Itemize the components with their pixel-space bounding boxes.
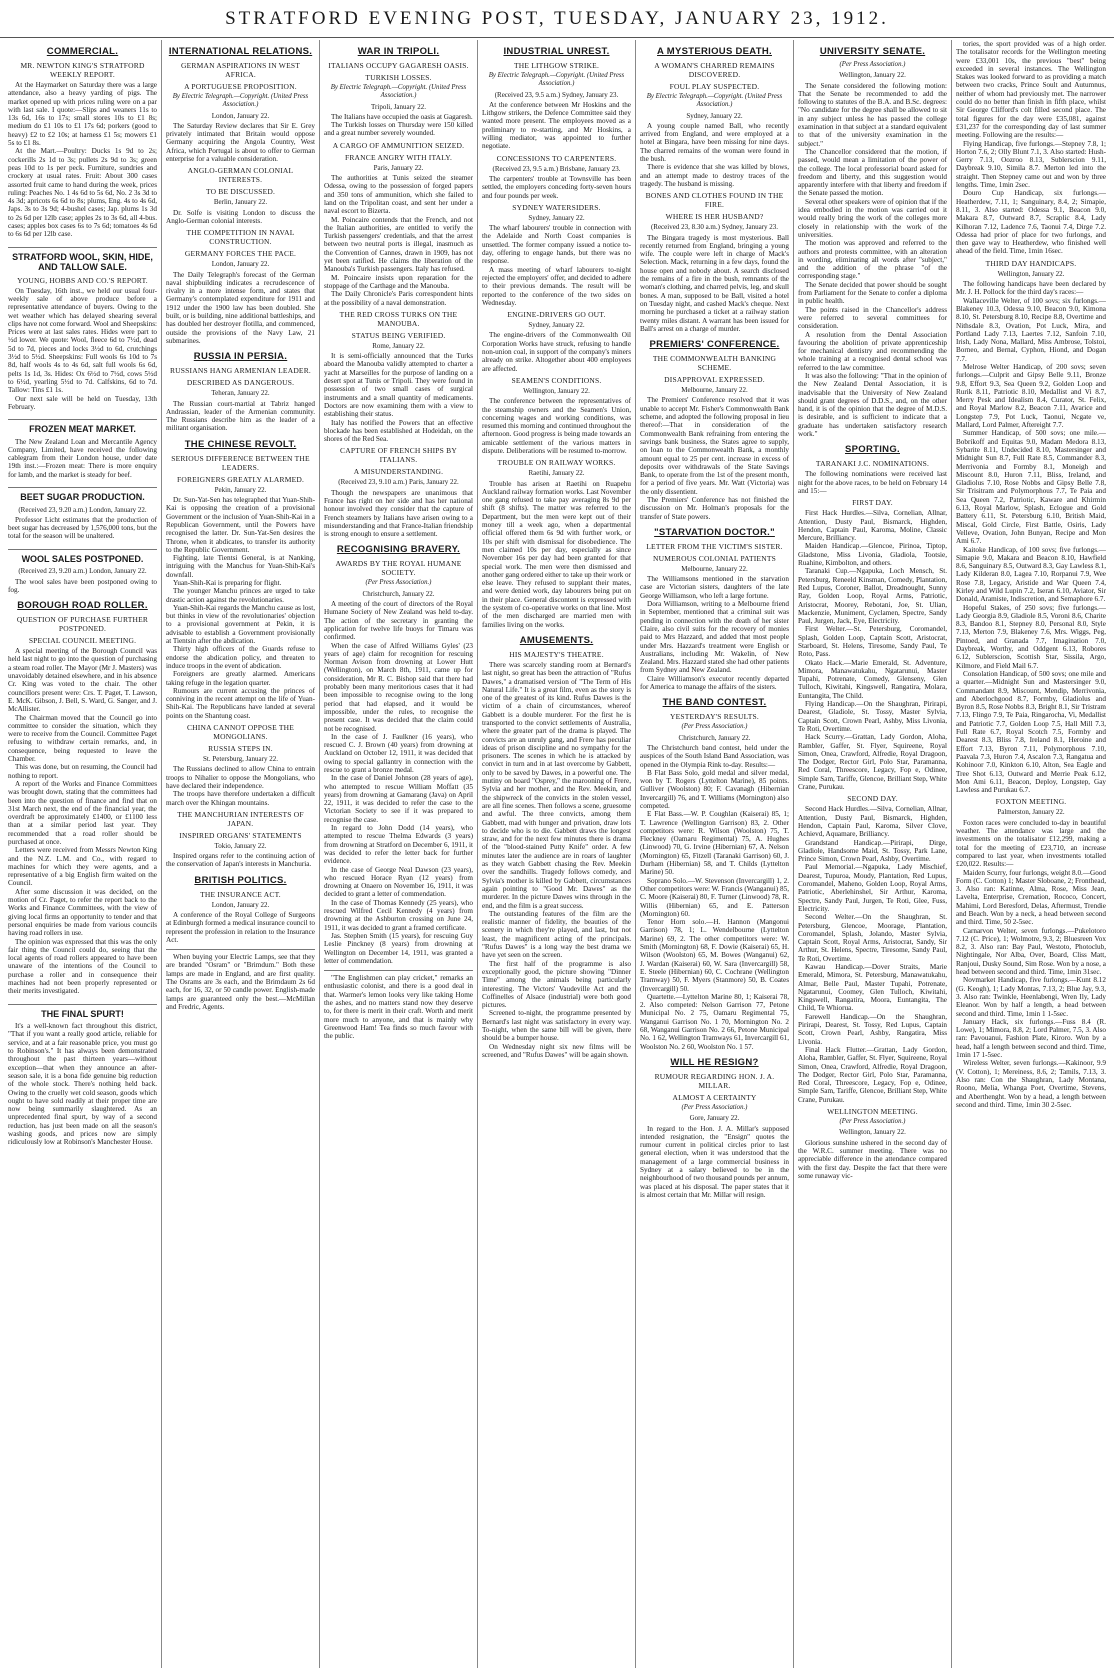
subheading: YOUNG, HOBBS AND CO.'S REPORT. bbox=[17, 275, 148, 285]
paragraph: First Hack Hurdles.—Silva, Cornelian, Allnar, Attention, Dusty Paul, Bismarck, Highden, Hendon, Captain Paul, Karoma, Moline, Classic Mercure, Brilliancy. bbox=[798, 509, 947, 543]
paragraph: Taranaki Cup.—Ngapuka, Loch Mensch, St. Petersburg, Reneeld Kinsman, Comedy, Plantation, Red Lupus, Coroner, Ballot, Dreadnought, Sunny Ray, Golden Loop, Royal Arms, Patriotic, Aristocrat, Moorey, Rebotani, Joe, St. Ulian, Mackenzie, Muniment, Cyclamen, Spectre, Sandy Paul, Jurgen, Jack, Eye, Electricity. bbox=[798, 567, 947, 626]
paragraph: Screened to-night, the programme presented by Bernard's last night was satisfactory in every way. To-night, when the same bill will be given, there should be a bumper house. bbox=[482, 1009, 631, 1043]
paragraph: January Hack, six furlongs.—Fuss 8.4 (R. Lowe), 1; Mimora, 8.8, 2; Lord Palmer, 7.5, 3. Also ran: Pavouanui, Fashion Plate, Kiroro. Won by a head, half a length between second and third. Time, 1min 17 1-5sec. bbox=[956, 1017, 1106, 1060]
byline: By Electric Telegraph.—Copyright. (United Press Association.) bbox=[488, 72, 625, 88]
paragraph: Hack Scurry.—Grattan, Lady Gordon, Aloha, Rambler, Gaffer, St. Flyer, Squireene, Royal Simon, Onea, Crawford, Alfredie, Royal Dragoon, The Dodger, Rector Girl, Polo Star, Paramanna, Red Coral, Threescore, Legacy, Fop e, Odinee, Simple Sam, Tariffe, Glencoe, Brilliant Step, White Crane, Purukau. bbox=[798, 733, 947, 792]
paragraph: There is evidence that she was killed by blows, and an attempt made to destroy traces of the tragedy. The husband is missing. bbox=[640, 163, 789, 188]
paragraph: At the Mart.—Poultry: Ducks 1s 9d to 2s; cockerills 2s 1d to 3s; pullets 2s 9d to 3s; green peas 10d to 1s per peck. Furniture, sundries and crockery at usual rates. Fruit: About 300 cases assorted fruit came to hand during the week, prices ruling: Peaches No. 1 4s 6d to 5s 6d, No. 2 3s 3d to 4s 3d; apricots 6s 6d to 8s; plums, Eng. 4s to 4s 6d, Japs. 3s to 3s 9d; 4-bushel cases; Jap. plums 1s 3d to 2s 6d per 12lb case; apples 2s to 3s 6d, all 4-bus. cases; apples box cases 6s to 7s 6d; tomatoes 4s 6d to 6s 6d per 12lb case. bbox=[8, 147, 157, 239]
subheading: THE LITHGOW STRIKE. bbox=[513, 61, 600, 70]
dateline: (Received 23, 9.5 a.m.) Sydney, January 23. bbox=[494, 90, 619, 99]
dateline: London, January 22. bbox=[211, 900, 270, 909]
paragraph: On Wednesday night six new films will be screened, and "Rufus Dawes" will be again shown. bbox=[482, 1042, 631, 1059]
section-heading: INDUSTRIAL UNREST. bbox=[503, 46, 610, 57]
byline: (Per Press Association.) bbox=[681, 1103, 748, 1111]
paragraph: In the case of George Neal Dawson (23 years), who rescued Horace Ryan (12 years) from drowning at Onaero on November 16, 1911, it was decided to grant a letter of commendation. bbox=[324, 865, 473, 899]
paragraph: Final Hack Flutter.—Grattan, Lady Gordon, Aloha, Rambler, Gaffer, St. Flyer, Squireene, Royal Simon, Onea, Crawford, Alfredie, Royal Dragoon, The Dodger, Rector Girl, Polo Star, Paramanna, Red Coral, Threescore, Legacy, Fop e, Odinee, Simple Sam, Tariffe, Glencoe, Brilliant Step, White Crane, Purukau. bbox=[798, 1045, 947, 1104]
paragraph: The Italians have occupied the oasis at Gagaresh. bbox=[331, 112, 473, 121]
section-heading: UNIVERSITY SENATE. bbox=[819, 46, 926, 57]
paragraph: The Russians declined to allow China to entrain troops to Nihalier to oppose the Mongolians, who have declared their independence. bbox=[166, 765, 315, 790]
paragraph: Novmarket Handicap, five furlongs.—Kunt 8.12 (G. Keogh), 1; Lady Montas, 7.13, 2; Blue Jay, 9.3, 3. Also ran: Twinkle, Heenlabengi, Wren Ily, Lady Eleanor. Won by half a length, a head between second and third. Time, 1min 1 1-5sec. bbox=[956, 976, 1106, 1018]
dateline: Sydney, January 22. bbox=[528, 321, 585, 330]
dateline: (Received 23, 8.30 a.m.) Sydney, January 23. bbox=[650, 223, 779, 232]
subheading: YESTERDAY'S RESULTS. bbox=[670, 712, 759, 722]
paragraph: It is semi-officially announced that the Turks aboard the Manouba validly attempted to charter a yacht at Marseilles for the purpose of landing on a desert spot at Tunis or Tripoli. They were found in possession of two small cases of surgical instruments and a small quantity of medicaments. Doctors are now examining them with a view to establishing their status. bbox=[324, 352, 473, 419]
paragraph: Thirty high officers of the Guards refuse to endorse the abdication policy, and threaten to induce troops in the event of abdication. bbox=[166, 645, 315, 670]
byline: By Electric Telegraph.—Copyright. (United Press Association.) bbox=[330, 84, 467, 100]
article-heading: FROZEN MEAT MARKET. bbox=[8, 419, 157, 435]
byline: (Per Press Association.) bbox=[839, 1118, 906, 1126]
paragraph: At the Haymarket on Saturday there was a large attendance, also a heavy yarding of pigs. The market opened up with prices ruling were on a par with last sale. I quote:—Slips and weaners 11s to 13s 6d, 16s to 17s; small stores 10s to £1 8s; medium do £1 10s to £1 17s 6d; porkers (good to heavy) £2 to £2 10s; at harness £1 5s; mowers £1 5s to £1 8s. bbox=[8, 81, 157, 148]
subheading: FOREIGNERS GREATLY ALARMED. bbox=[176, 474, 305, 484]
paragraph: The first half of the programme is also exceptionally good, the picture showing "Dinner Time" among the animals being particularly interesting. The Victors' Vaudeville Act and the Coffinelles of Alsace (industrial) were both good pictures. bbox=[482, 959, 631, 1010]
subheading: SYDNEY WATERSIDERS. bbox=[512, 202, 601, 212]
paragraph: The Premiers' Conference resolved that it was unable to accept Mr. Fisher's Commonwealth Bank scheme, and adopted the following proposal in lieu thereof:—That in consideration of the Commonwealth Bank refraining from entering the savings bank business, the States agree to supply, on loan to the Commonwealth Bank, a monthly amount equal to 25 per cent. increase in excess of deposits over withdrawals of the State Savings Bank, to operate from the 1st of the present month, for a period of five years. Mr. Watt (Victoria) was the only dissentient. bbox=[640, 396, 789, 496]
dateline: Teheran, January 22. bbox=[211, 389, 270, 398]
dateline: Wellington, January 22. bbox=[523, 386, 590, 395]
subheading: TO BE DISCUSSED. bbox=[205, 187, 276, 197]
subheading: LETTER FROM THE VICTIM'S SISTER. bbox=[646, 541, 783, 551]
paragraph: Douro Cup Handicap, six furlongs.—Heatherdew, 7.11, 1; Sanguinary, 8.4, 2; Simapie, 8.11, 3. Also started: Odessa 9.1, Beacon 9.0, Makara 8.7, Outward 8.7, Scraplic 8.4, Lady Kilhoran 7.12, Ladence 7.6, Taonui 7.4, Dirge 7.2. Odessa had prior of place for two furlongs, and then gave way to Heatherdew, who finished well ahead of the field. Time, 1min 16sec. bbox=[956, 189, 1106, 256]
paragraph: The conference between the representatives of the steamship owners and the Seamen's Union, concerning wages and working conditions, was resumed this morning and continued throughout the afternoon. Good progress is being made towards an amicable settlement of the various matters in dispute. Deliberations will be resumed to-morrow. bbox=[482, 397, 631, 455]
paragraph: The Turkish losses on Thursday were 150 killed and a great number severely wounded. bbox=[324, 121, 473, 138]
subheading: THE COMPETITION IN NAVAL CONSTRUCTION. bbox=[186, 228, 295, 247]
subheading: INSPIRED ORGANS' STATEMENTS bbox=[179, 830, 302, 840]
subheading: FOXTON MEETING. bbox=[995, 797, 1067, 807]
paragraph: B Flat Bass Solo, gold medal and silver medal, won by T. Rogers (Lyttelton Marine), 85 points. Gulliver (Woolston) 80; F. Cavanagh (Hibernian Invercargill) 76, and T. Williams (Mornington) also competed. bbox=[640, 768, 789, 810]
dateline: Melbourne, January 22. bbox=[681, 386, 748, 395]
byline: (Per Press Association.) bbox=[681, 723, 748, 731]
subheading: RUSSIANS HANG ARMENIAN LEADER. bbox=[169, 366, 311, 376]
news-column bbox=[636, 40, 794, 1668]
paragraph: The Chairman moved that the Council go into committee to consider the situation, which they were to receive from the Council. Committee Paget refusing to withdraw certain remarks, and, in consequence, being requested to leave the Chamber. bbox=[8, 713, 157, 764]
paragraph: A young couple named Ball, who recently arrived from England, and were employed at a hotel at Bingara, have been missing for nine days. The charred remains of the woman were found in the bush. bbox=[640, 121, 789, 164]
dateline: Sydney, January 22. bbox=[686, 111, 743, 120]
subheading: ANGLO-GERMAN COLONIAL INTERESTS. bbox=[187, 166, 294, 185]
subheading: AWARDS BY THE ROYAL HUMANE SOCIETY. bbox=[335, 559, 462, 578]
paragraph: Maiden Scurry, four furlongs, weight 8.0.—Good Form (C. Cotton) 1; Master Sloboane, 2; Fronthead, 3. Also ran: Katinne, Alma, Rose, Miss Jean, Lavelta, Enterprise, Cremation, Rococo, Concert, Mahimi, Lord Beresford, Delas, Aftermust, Trendie and Beach. Won by a neck, a head between second and third. Time, 50 2-5sec. bbox=[956, 868, 1106, 927]
newspaper-columns bbox=[4, 40, 1110, 1668]
paragraph: Italy has notified the Powers that an effective blockade has been established at Hodeidah, on the shores of the Red Sea. bbox=[324, 418, 473, 444]
paragraph: The Premiers' Conference has not finished the discussion on Mr. Holman's proposals for the transfer of State powers. bbox=[640, 495, 789, 521]
section-heading: AMUSEMENTS. bbox=[519, 634, 594, 646]
section-heading: SPORTING. bbox=[845, 444, 900, 456]
paragraph: A report of the Works and Finance Committees was brought down, stating that the committees had been into the question of finance and find that on 31st March next, the end of the financial year, the overdraft be approximately £1400, or £1100 less than at a similar period last year. They recommended that a road roller should be purchased at once. bbox=[8, 779, 157, 846]
subheading: RUMOUR REGARDING HON. J. A. MILLAR. bbox=[654, 1071, 775, 1090]
news-column bbox=[952, 40, 1110, 1668]
subheading: CONCESSIONS TO CARPENTERS. bbox=[496, 153, 617, 163]
paragraph: The outstanding features of the film are the realistic manner of fidelity, the beauties of the scenery in which they're played, and last, but not least, the magnificent acting of the principals. "Rufus Dawes" is a long way the best drama we have yet seen on the screen. bbox=[482, 909, 631, 960]
paragraph: The troops have therefore undertaken a difficult march over the Khingan mountains. bbox=[166, 790, 315, 807]
paragraph: The points raised in the Chancellor's address were referred to several committees for consideration. bbox=[798, 305, 947, 331]
dateline: Paris, January 22. bbox=[373, 163, 424, 172]
section-heading: BOROUGH ROAD ROLLER. bbox=[17, 600, 148, 612]
subheading: TARANAKI J.C. NOMINATIONS. bbox=[815, 459, 930, 469]
byline: (Per Press Association.) bbox=[365, 579, 432, 587]
section-heading: THE BAND CONTEST. bbox=[662, 697, 767, 709]
paragraph: The New Zealand Loan and Mercantile Agency Company, Limited, have received the following cablegram from their London house, under date 19th inst.:—Frozen meat: There is more enquiry for lamb, and the market is steady for beef. bbox=[8, 437, 157, 479]
paragraph: The opinion was expressed that this was the only fair thing the Council could do, seeing that the local agents of road rollers appeared to have been unaware of the intentions of the Council to purchase a roller and in consequence their machines had not been properly represented or their merits investigated. bbox=[8, 937, 157, 996]
paragraph: In regard to John Dodd (14 years), who attempted to rescue Thelma Edwards (3 years) from drowning at Stratford on December 6, 1911, it was decided to refer the letter back for further evidence. bbox=[324, 824, 473, 866]
subheading: HIS MAJESTY'S THEATRE. bbox=[509, 649, 604, 659]
column-divider bbox=[166, 949, 315, 950]
paragraph: At the conference between Mr Hoskins and the Lithgow strikers, the Defence Committee said they wanted more present. The employees moved as a preliminary to re-starting, and Mr Hoskins, a willing mediator, was appointed to further negotiate. bbox=[482, 100, 631, 151]
paragraph: Carnarvon Welter, seven furlongs.—Pukelotoro 7.12 (C. Price), 1; Wolmotre, 9.3, 2; Bluesreen Vox 8.2, 3. Also ran: Bay Paul, Westoto, Photoclub, Nightingale, Nor Alba, Over, Board, Cliss Matt, Ranjoui, Dusky Sound, Sim Rose. Won by a nose, a head between second and third. Time, 1min 31sec. bbox=[956, 926, 1106, 977]
subheading: A MISUNDERSTANDING. bbox=[353, 467, 444, 477]
paragraph: Quartette.—Lyttelton Marine 80, 1; Kaiserai 78, 2. Also competed: Nelson Garrison 77, Petone Municipal No. 2 75, Oamaru Regimental 75, Wanganui Garrison No. 1 70, Mornington No. 2 68, Wanganui Garrison No. 2 66, Petone Municipal No. 1 62, Wellington Tramways 61, Invercargill 61, Woolston No. 2 60, Woolston No. 1 57. bbox=[640, 992, 789, 1051]
section-heading: COMMERCIAL. bbox=[46, 46, 119, 57]
subheading: MR. NEWTON KING'S STRATFORD WEEKLY REPORT. bbox=[20, 61, 145, 79]
subheading: ENGINE-DRIVERS GO OUT. bbox=[507, 310, 606, 320]
paragraph: Melrose Welter Handicap, of 200 sovs; seven furlongs.—Culprit and Gipsy Belle 9.11, Bronze 9.8, Effort 9.3, Sea Queen 9.2, Golden Loop and Rurik 8.11, Patriotic 8.10, Medallist and Vi 8.7, Merry Pesk and Idealism 8.4, Curator, St. Felix, and Royal Marlow 8.2, Beacon 7.11, Avarice and Longstep 7.9, Pot Luck, Taonui, Ncgate ve, Mallard, Lord Palmer, Aftereight 7.7. bbox=[956, 362, 1106, 430]
section-heading: RECOGNISING BRAVERY. bbox=[336, 544, 461, 556]
dateline: (Received 23, 9.20 a.m.) London, January 22. bbox=[18, 567, 147, 576]
paragraph: This was done, but on resuming, the Council had nothing to report. bbox=[8, 763, 157, 780]
paragraph: The carpenters' trouble at Townsville has been settled, the employers conceding forty-seven hours and four pounds per week. bbox=[482, 174, 631, 200]
paragraph: Though the newspapers are unanimous that France has right on her side and has her national honour involved they consider that the capture of French steamers by Italians have arisen owing to a misunderstanding and that France-Italian friendship is strong enough to ensure a settlement. bbox=[324, 488, 473, 539]
paragraph: The following handicaps have been declared by Mr. J. H. Pollock for the third day's races:— bbox=[956, 280, 1106, 297]
subheading: TURKISH LOSSES. bbox=[365, 73, 432, 82]
news-column bbox=[320, 40, 478, 1668]
section-heading: INTERNATIONAL RELATIONS. bbox=[168, 46, 313, 57]
dateline: Tripoli, January 22. bbox=[371, 102, 426, 111]
dateline: Palmerston, January 22. bbox=[997, 808, 1065, 817]
news-column bbox=[4, 40, 162, 1668]
subheading: NUMEROUS COLONIAL PATIENTS bbox=[653, 553, 776, 563]
dateline: (Received 23, 9.10 a.m.) Paris, January 22. bbox=[338, 478, 459, 487]
paragraph: Foxton races were concluded to-day in beautiful weather. The attendance was large and the investments on the totalisator £12,299, making a total for the meeting of £23,710, an increase compared to last year, when investments totalled £20,022. Results:— bbox=[956, 818, 1106, 869]
dateline: St. Petersburg, January 22. bbox=[203, 755, 278, 764]
paragraph: Professor Licht estimates that the production of beet sugar has decreased by 1,576,000 tons, but the total for the season will be unaltered. bbox=[8, 515, 157, 541]
paragraph: E Flat Bass.—W. P. Coughlan (Kaiserai) 85, 1; T. Lawrence (Wellington Garrison) 83, 2. Other competitors were: R. Wilson (Woolston) 75, T. Fleckney (Oamaru Regimental) 75, A. Hughes (Linwood) 70, G. Irvine (Hibernian) 67, A. Nelson (Mornington) 65, Fitzell (Taranaki Garrison) 60, J. Durham (Hibernian) 58, and T. Childs (Lyttelton Marine) 50. bbox=[640, 810, 789, 877]
dateline: Raetihi, January 22. bbox=[528, 469, 585, 478]
subheading: ITALIANS OCCUPY GAGARESH OASIS. bbox=[328, 61, 469, 70]
dateline: Christchurch, January 22. bbox=[362, 589, 435, 598]
paragraph: Okato Hack.—Marie Emerald, St. Adventure, Mimora, Manawatukahu, Ngatarunui, Master Tupahi, Potrenate, Comedy, Glenseny, Glen Tulloch, Kiwitahi, Kingswell, Rangatira, Molara, Euntangita, The Child. bbox=[798, 658, 947, 700]
paragraph: M. Poincaire contends that the French, and not the Italian authorities, are entitled to verify the Turkish passengers' credentials, and that the arrest between two neutral ports is illegal, inasmuch as the Convention of Cannes, drawn in 1909, has not yet been ratified. He claims the liberation of the Manouba's Turkish passengers. Italy has refused. bbox=[324, 215, 473, 274]
paragraph: The wool sales have been postponed owing to fog. bbox=[8, 577, 157, 594]
paragraph: Claire Williamson's executor recently departed for America to manage the affairs of the sisters. bbox=[640, 674, 789, 692]
subheading: A CARGO OF AMMUNITION SEIZED. bbox=[332, 140, 465, 150]
paragraph: "The Englishmen can play cricket," remarks an enthusiastic colonist, and there is a good deal in that. Warmer's lemon looks very like taking Home the ashes, and no matters stand now they deserve to, for there is merit in their craft. Worth and merit more much to anyone, and that is mainly why Greenwood Ham! Tea finds so much favour with the public. bbox=[324, 974, 473, 1041]
paragraph: Trouble has arisen at Raetihi on Ruapehu Auckland railway formation works. Last November one gang refused to take pay averaging 8s 9d per shift (8 shifts). The matter was referred to the Department, but the men were kept out of their money till a week ago, when a departmental official offered them 6s 9d with further work, or 10s per shift with dismissal for disobedience. The men claimed 10s per day, especially as since November 16s per day had been granted for that special work. The men were then dismissed and another gang ordered either to take up their work or else leave. They refused to supplant their mates, and were denied work, day labourers being put on in their place. General discontent is expressed with the system of co-operative works on that line. Most of the men discharged are married men with families living on the works. bbox=[482, 479, 631, 629]
paragraph: Maiden Handicap.—Glencoe, Pirinoa, Tiptop, Gladstone, Miss Livonia, Gladiola, Tootsie, Ruahine, Kimbolton, and others. bbox=[798, 542, 947, 568]
paragraph: There was scarcely standing room at Bernard's last night, so great has been the attraction of "Rufus Dawes," a dramatised version of "The Term of His Natural Life." It is a great film, even as the story is one of the greatest of its kind. Rufus Dawes is the victim of a chain of circumstances, whereof Gabbett is a double murderer. For the first he is transported to the convict settlements of Australia, where the greater part of the drama is played. The convicts are an unruly gang, and Frere has peculiar ideas of prison discipline and no sympathy for the prisoners. The scenes in which he is attacked by convict in turn and in at last overcome by Gabbett, only to be saved by Dawes, in a powerful one. The mutiny on board "Osprey," the marooning of Frere, Sylvia and her mother, and the Rev. Meekin, and the shipwreck of the convicts in the stolen vessel, are all fine scenes. Then follows a scene, gruesome and awful. The three convicts, among them Gabbett, mad with hunger and privation, draw lots to decide who is to die. Gabbett draws the longest straw, and for the next few minutes there is drama of the "blood-stained Putty Knife" order. A few minutes later the audience are in roars of laughter as they watch Gabbett chasing the Rev. Meekin over the sandhills. Tragedy follows comedy, and Sylvia's mother is killed by Gabbett, circumstances again pointing to "Good Mr. Dawes" as the murderer. In the picture Dawes wins through in the end, and the film is a great success. bbox=[482, 660, 631, 910]
column-divider bbox=[324, 970, 473, 971]
paragraph: The Daily Telegraph's forecast of the German naval shipbuilding indicates a recrudescence of rivalry in a more intense form, and states that Germany's contemplated expenditure for 1911 and 1912 under the 1900 law has been doubled. She built, or is building, nine additional battleships, and has doubled her destroyer flotilla, and commenced, outside the provisions of the Navy Law, 21 submarines. bbox=[166, 270, 315, 345]
section-heading: "STARVATION DOCTOR." bbox=[654, 526, 775, 538]
paragraph: Inspired organs refer to the continuing action of the conservation of Japan's interests in Manchuria. bbox=[166, 852, 315, 869]
paragraph: A meeting of the court of directors of the Royal Humane Society of New Zealand was held to-day. The action of the secretary in granting the application for twelve life buoys for Timaru was confirmed. bbox=[324, 600, 473, 642]
section-heading: PREMIERS' CONFERENCE. bbox=[649, 339, 780, 351]
dateline: Wellington, January 22. bbox=[839, 1128, 906, 1137]
paragraph: The following nominations were received last night for the above races, to be held on February 14 and 15:— bbox=[798, 470, 947, 495]
subheading: STATUS BEING VERIFIED. bbox=[351, 330, 446, 340]
paragraph: Hopeful Stakes, of 250 sovs; five furlongs.—Lady Georgia 8.9, Gladiole 8.5, Voroni 8.6, Charite 8.3, Bandoo 8.1, Stepney 8.0, Personal 8.0, Style 7.13, Merton 7.9, Blakeney 7.6, Mrs. Wiggs, Peg, Pintoed, and Granada 7.7, Imagination 7.0, Daybreak, Worthy, and Oddgent 6.13, Robores 6.12, Sublerscion, Scottish Star, Sissila, Argo, Kilmore, and Field Mail 6.7. bbox=[956, 603, 1106, 670]
paragraph: M. Poincaire insists upon reparation for the stoppage of the Carthage and the Manouba. bbox=[324, 273, 473, 290]
paragraph: The Chancellor considered that the motion, if passed, would mean a limitation of the power of the college. The local professorial board asked for freedom and liberty, and this suggestion would apparently interfere with that liberty and freedom if the Senate passed the motion. bbox=[798, 147, 947, 198]
paragraph: Fighting, late Tientsi General, is at Nanking, intriguing with the Manchus for Yuan-Shih-Kai's downfall. bbox=[166, 554, 315, 579]
section-heading: WAR IN TRIPOLI. bbox=[357, 46, 440, 57]
section-heading: WILL HE RESIGN? bbox=[670, 1056, 759, 1068]
paragraph: A special meeting of the Borough Council was held last night to go into the question of purchasing a steam road roller. The Mayor (Mr J. Masters) was unavoidably detained elsewhere, and in his absence Cr. King was voted to the chair. The other councillors present were: Crs. T. Paget, T. Lawson, E. McK. Gibson, J. Bell, S. Ward, G. Sanger, and J. McAllister. bbox=[8, 647, 157, 714]
news-column bbox=[162, 40, 320, 1668]
paragraph: Yuan-Shih-Kai is preparing for flight. bbox=[173, 578, 282, 587]
subheading: THE MANCHURIAN INTERESTS OF JAPAN. bbox=[177, 809, 304, 828]
paragraph: tories, the sport provided was of a high order. The totalisator records for the Wellington meeting were £33,001 10s, the previous "best" being exceeded in several instances. The Wellington Stakes was looked forward to as providing a match between two cracks, Prince Soult and Autumnus, neither of whom had previously met. The narrower could do no better than finish in fifth place, whilst Sir George Clifford's colt filled second place. The total figures for the day were £35,081, against £31,237 for the corresponding day of last summer meeting. Following are the results:— bbox=[956, 40, 1106, 140]
section-heading: A MYSTERIOUS DEATH. bbox=[657, 46, 772, 57]
subheading: ALMOST A CERTAINTY bbox=[672, 1092, 757, 1102]
paragraph: The motion was approved and referred to the authors and protests committee, with an alteration in wording, eliminating all words after "subject," and the addition of the phrase "of the corresponding stage." bbox=[798, 239, 947, 281]
paragraph: Dr. Solfe is visiting London to discuss the Anglo-German colonial interests. bbox=[166, 208, 315, 225]
paragraph: Farewell Handicap.—On the Shaughran, Pirirapi, Dearest, St. Tossy, Red Lupus, Captain Scott, Crown Pearl, Ashby, Rangatira, Miss Livonia. bbox=[798, 1012, 947, 1046]
paragraph: Yuan-Shih-Kai regards the Manchu cause as lost, but thinks in view of the revolutionaries' objection to a provisional government at Pekin, it is advisable to establish a Government provisionally at Tientsin after the abdication. bbox=[166, 603, 315, 646]
paragraph: The Christchurch band contest, held under the auspices of the South Island Band Association, was opened in the Olympia Rink to-day. Results:— bbox=[640, 743, 789, 769]
newspaper-masthead: STRATFORD EVENING POST, TUESDAY, JANUARY 23, 1912. bbox=[0, 0, 1114, 38]
dateline: Sydney, January 22. bbox=[528, 213, 585, 222]
paragraph: Glorious sunshine ushered in the second day of the W.R.C. summer meeting. There was no appreciable difference in the attendance compared with the first day. Despite the fact that there were some runaway vic- bbox=[798, 1138, 947, 1180]
paragraph: In the case of J. Faulkner (16 years), who rescued C. J. Brown (40 years) from drowning at Auckland on October 12, 1911, it was decided that owing to special gallantry in connection with the rescue to grant a bronze medal. bbox=[324, 732, 473, 774]
subheading: THE RED CROSS TURKS ON THE MANOUBA. bbox=[339, 309, 458, 328]
paragraph: The Senate decided that power should be sought from Parliament for the Senate to confer a diploma in public health. bbox=[798, 280, 947, 306]
paragraph: The Senate considered the following motion: That the Senate be recommended to add the following to statutes of the B.A. and B.Sc. degrees: "No candidate for the degree shall be allowed to sit in any subject unless he has passed the college examination in that subject at a standard equivalent to that of the university examination in the subject." bbox=[798, 81, 947, 148]
paragraph: Jas. Stephen Smith (15 years), for rescuing Guy Leslie Pinckney (8 years) from drowning at Wellington on December 14, 1911, was granted a letter of commendation. bbox=[324, 931, 473, 965]
dateline: Rome, January 22. bbox=[372, 341, 425, 350]
subheading: RUSSIA STEPS IN. bbox=[208, 744, 273, 754]
paragraph: The authorities at Tunis seized the steamer Odessa, owing to the possession of forged papers and 350 tons of ammunition, which she failed to land on the Tripolitan coast, and sent her under a naval escort to Bizerta. bbox=[324, 174, 473, 216]
paragraph: The Williamsons mentioned in the starvation case are Victorian sisters, daughters of the late George Williamson, who left a large fortune. bbox=[640, 575, 789, 600]
byline: By Electric Telegraph.—Copyright. (United Press Association.) bbox=[172, 93, 309, 109]
paragraph: In the case of Daniel Johnson (28 years of age), who attempted to rescue William Moffatt (35 years) from drowning at Gamarang (Java) on April 22, 1911, it was decided to refer the case to the Victorian Society to see if it was prepared to recognise the case. bbox=[324, 774, 473, 824]
subheading: SERIOUS DIFFERENCE BETWEEN THE LEADERS. bbox=[171, 453, 310, 472]
subheading: CAPTURE OF FRENCH SHIPS BY ITALIANS. bbox=[340, 446, 457, 465]
paragraph: The Saturday Review declares that Sir E. Grey privately intimated that Britain would oppose Germany acquiring the Angola Country, West Africa, which Portugal is about to offer to German enterprise for a valuable consideration. bbox=[166, 121, 315, 164]
byline: (Per Press Association.) bbox=[839, 61, 906, 68]
subheading: A WOMAN'S CHARRED REMAINS DISCOVERED. bbox=[654, 61, 775, 79]
subheading: GERMAN ASPIRATIONS IN WEST AFRICA. bbox=[180, 61, 301, 79]
article-heading: WOOL SALES POSTPONED. bbox=[8, 549, 157, 565]
paragraph: First Welter.—St. Petersburg, Coromandel, Splash, Golden Loop, Captain Scott, Aristocrat, Starboard, St. Helens, Tiresome, Sandy Paul, Te Roto, Pass. bbox=[798, 625, 947, 659]
paragraph: Kaitoke Handicap, of 100 sovs; five furlongs.—Simapie 9.0, Makara and Beacon 8.10, Hawfield 8.6, Sanguinary 8.5, Outward 8.3, Gay Lawless 8.1, Lady Kilderan 8.0, Lagea 7.10, Rorpanui 7.9, Wee Rose 7.8, Legacy, Aristide and War Queen 7.4, Kirley and Wild Lupin 7.2, Iseran 6.10, Aviator, Sir Donald, Aramiste, Indiscretion, and Semaphore 6.7. bbox=[956, 545, 1106, 604]
paragraph: Flying Handicap, five furlongs.—Stepney 7.8, 1; Horton 7.6, 2; Olly Blunt 7.1, 3. Also started: Hush-Gerry 7.13, Oozroo 8.13, Sublerscion 9.11, Daybreak 9.10, Simila 8.7. Merton led into the straight. Then Stepney came out and won by three lengths. Time, 1min 2sec. bbox=[956, 139, 1106, 190]
paragraph: Kawau Handicap.—Dover Straits, Marie Emerald, Mimora, St. Petersburg, Manawatukahu, Almar, Belle Paul, Master Tupahi, Potrenate, Ngatarunui, Coomey, Glen Tulloch, Kiwitahi, Kingswell, Rangatira, Moora, Euntangita, The Child, Te Whiorua. bbox=[798, 962, 947, 1013]
paragraph: When the case of Alfred Williams Gyles' (23 years of age) claim for recognition for rescuing Norman Avison from drowning at Lower Hutt (Wellington), on March 8th, 1911, came up for consideration, Mr R. C. Bishop said that there had probably been many meritorious cases that it had been impossible to recognise owing to the long period that had elapsed, and it would be impossible, under the rules, to recognise the present case. It was decided that the claim could not be recognised. bbox=[324, 641, 473, 733]
dateline: (Received 23, 9.5 a.m.) Brisbane, January 23. bbox=[492, 164, 621, 173]
paragraph: The Bingara tragedy is most mysterious. Ball recently returned from England, bringing a young wife. The couple were left in charge of Mack's Selection. Mack, returning in a few days, found the house open and nobody about. A search disclosed the remains of a fire in the bush, remnants of the woman's clothing, and charred pelvis, leg, and skull bones. A man, supposed to be Ball, visited a hotel on Tuesday night, and cashed Mack's cheque. Next morning he purchased a ticket at a railway station twenty miles distant. A warrant has been issued for Ball's arrest on a charge of murder. bbox=[640, 233, 790, 333]
section-heading: THE CHINESE REVOLT. bbox=[184, 438, 297, 450]
dateline: Pekin, January 22. bbox=[214, 485, 267, 494]
subheading: FIRST DAY. bbox=[852, 498, 893, 508]
subheading: THE COMMONWEALTH BANKING SCHEME. bbox=[652, 354, 777, 373]
paragraph: The younger Manchu princes are urged to take drastic action against the revolutionaries. bbox=[166, 587, 315, 604]
subheading: DISAPPROVAL EXPRESSED. bbox=[664, 375, 765, 385]
paragraph: Flying Handicap.—On the Shaughran, Pirirapi, Dearest, Gladiole, St. Tossy, Master Sylvia, Captain Scott, Crown Pearl, Ashby, Miss Livonia, Te Roti, Overtime. bbox=[798, 700, 947, 733]
subheading: FOUL PLAY SUSPECTED. bbox=[669, 82, 760, 91]
paragraph: It's a well-known fact throughout this district, "That if you want a really good article, reliable for service, and at a fair reasonable price, you must go to Robinson's." It has always been demonstrated throughout the past thirteen years—without exception—that when they announce an after-season sale, it is a bona fide genuine big reduction of the whole stock. There's nothing held back. Owing to the cruelly wet cold season, goods which ought to have sold readily at their proper time are now being summarily slaughtered. As an unprecedented final spurt, by way of a second reduction, has just been made on all the season's washing goods, and prices now are simply ridiculously low at Robinson's Manchester House. bbox=[8, 1022, 157, 1147]
dateline: Wellington, January 22. bbox=[997, 269, 1065, 278]
dateline: Melbourne, January 22. bbox=[681, 564, 748, 573]
subheading: FRANCE ANGRY WITH ITALY. bbox=[344, 152, 453, 162]
paragraph: Second Welter.—On the Shaughran, St. Petersburg, Glencoe, Moorage, Plantation, Coromandel, Splash, Jolando, Master Sylvia, Captain Scott, Royal Arms, Aristocrat, Sandy, Sir Arthur, St. Helens, Spectre, Tiresome, Sandy Paul, Te Roti, Overtime. bbox=[798, 913, 947, 963]
paragraph: Paul Memorial.—Ngapuka, Lady Mischief, Dearest, Tupuroa, Moudy, Plantation, Red Lupus, Coromandel, Maheno, Golden Loop, Royal Arms, Patriotic, Aberlehinshel, Sir Arthur, Karoma, Spectre, Sandy Paul, Jurgen, Te Roti, Glee, Fuss, Electricity. bbox=[798, 863, 947, 913]
paragraph: The engine-drivers of the Commonwealth Oil Corporation Works have struck, refusing to handle non-union coal, in support of the company's miners already on strike. Altogether about 400 employees are affected. bbox=[482, 331, 631, 373]
paragraph: Grandstand Handicap.—Pirirapi, Dirge, Gladiole, Handsome Maid, St. Tossy, Park Lane, Prince Simon, Crown Pearl, Ashby, Overtime. bbox=[798, 838, 947, 864]
paragraph: Dr. Sun-Yat-Sen has telegraphed that Yuan-Shih-Kai is opposing the creation of a provisional Government or the inclusion of Yuan-Shih-Kai in a Republican Government, until the Powers have recognised the latter. Dr. Sun-Yat-Sen desires the Throne, when it abdicates, to transfer its authority to the Republic Government. bbox=[166, 496, 315, 554]
news-column bbox=[794, 40, 952, 1668]
dateline: Gore, January 22. bbox=[689, 1114, 740, 1123]
subheading: WHERE IS HER HUSBAND? bbox=[665, 212, 764, 222]
subheading: BONES AND CLOTHES FOUND IN THE FIRE. bbox=[645, 191, 784, 210]
paragraph: Wallaceville Welter, of 100 sovs; six furlongs.—Blakeney 10.3, Odessa 9.10, Beacon 9.0, Kimona 8.10, St. Petersburg 8.10, Recipe 8.8, Overtime and Nithsdale 8.3, Ovation, Pot Luck, Mira, and Portland Lady 7.13, Laertes 7.12, Sanfoin 7.10, Irish, Lady Nona, Mallard, Miss Ambrose, Tolstoi, Borneo, and Bernal, Cyphon, Hiond, and Dogan 7.7. bbox=[956, 296, 1106, 363]
subheading: WELLINGTON MEETING. bbox=[827, 1107, 918, 1117]
paragraph: Several other speakers were of opinion that if the idea embodied in the motion was carried out it would really bring the work of the colleges more closely in relationship with the work of the universities. bbox=[798, 197, 947, 239]
paragraph: In regard to the Hon. J. A. Millar's supposed intended resignation, the "Ensign" quotes the rumour current in political circles prior to last general election, when it was understood that the management of a large commercial business in Sydney at a salary believed to be in the neighbourhood of two thousand pounds per annum, was placed at his disposal. The paper states that it is almost certain that Mr. Millar will resign. bbox=[640, 1124, 789, 1199]
subheading: CHINA CANNOT OPPOSE THE MONGOLIANS. bbox=[186, 723, 295, 742]
paragraph: A mass meeting of wharf labourers to-night rejected the employers' offer, and decided to adhere to their previous demands. The result will be reported to the conference of the two sides on Wednesday. bbox=[482, 265, 631, 307]
paragraph: In the case of Thomas Kennedy (25 years), who rescued Wilfred Cecil Kennedy (4 years) from drowning at the Ashburton crossing on June 24, 1911, it was decided to grant a framed certificate. bbox=[324, 898, 473, 932]
paragraph: A resolution from the Dental Association favouring the abolition of private apprenticeship for mechanical dentistry and recommending the whole training at a recognised dental school was referred to the law committee. bbox=[798, 330, 947, 372]
article-heading: THE FINAL SPURT! bbox=[8, 1004, 157, 1020]
dateline: Christchurch, January 22. bbox=[678, 733, 751, 742]
dateline: (Received 23, 9.20 a.m.) London, January 22. bbox=[18, 505, 147, 514]
subheading: A PORTUGUESE PROPOSITION. bbox=[184, 82, 297, 91]
paragraph: Our next sale will be held on Tuesday, 13th February. bbox=[8, 394, 157, 411]
paragraph: The wharf labourers' trouble in connection with the Adelaide and North Coast companies is unsettled. The former company issued a notice to-day, offering to engage hands, but there was no response. bbox=[482, 224, 631, 266]
paragraph: Tenor Horn solo.—H. Hannon (Mangonui Garrison) 78, 1; L. Wendelbourne (Lyttelton Marine) 69, 2. The other competitors were: W. Smith (Mornington) 68, F. Dowie (Kaiserai) 65, H. Wilson (Woolston) 65, M. Bowes (Wanganui) 62, J. Wardan (Kaiserai) 60, W. Sara (Invercargill) 58, E. Steele (Hibernian) 60, C. Cochrane (Wellington Tramway) 50, F. Myers (Stanmore) 50, B. Coates (Invercargill) 50. bbox=[640, 918, 789, 993]
subheading: SPECIAL COUNCIL MEETING. bbox=[28, 636, 137, 646]
section-heading: BRITISH POLITICS. bbox=[194, 874, 287, 886]
section-heading: RUSSIA IN PERSIA. bbox=[193, 351, 288, 363]
paragraph: When buying your Electric Lamps, see that they are branded "Osram" or "Brimdum." Both these lamps are made in England, and are first quality. The Osrams are 3s each, and the Brimdaum 2s 6d each, for 16, 32, or 50 candle power. English-made lamps are guaranteed only the best.—McMillan and Fredric, Agents. bbox=[166, 953, 315, 1011]
paragraph: Letters were received from Messrs Newton King and the N.Z. L.M. and Co., with regard to machines for which they were agents, and a representative of a big English firm waited on the Council. bbox=[8, 846, 157, 888]
paragraph: The Daily Chronicle's Paris correspondent hints at the possibility of a naval demonstration. bbox=[324, 290, 473, 307]
byline: By Electric Telegraph.—Copyright. (United Press Association.) bbox=[646, 93, 783, 109]
paragraph: The Russian court-martial at Tabriz hanged Andrassian, leader of the Armenian community. The Russians describe him as the leader of a militant organisation. bbox=[166, 399, 315, 433]
paragraph: It was also the following: "That in the opinion of the New Zealand Dental Association, it is inadvisable that the University of New Zealand should grant degrees of D.D.S., and, on the other hand, it is of the opinion that the degree of M.D.S. is desirable, and is sufficient to indicate that a graduate has undertaken satisfactory research work." bbox=[798, 371, 947, 439]
subheading: SEAMEN'S CONDITIONS. bbox=[511, 375, 602, 385]
paragraph: After some discussion it was decided, on the motion of Cr. Paget, to refer the report back to the Works and Finance Committees, with the view of giving local firms an opportunity to tender and that personal enquiries be made from various councils having road rollers in use. bbox=[8, 887, 157, 938]
news-column bbox=[478, 40, 636, 1668]
subheading: SECOND DAY. bbox=[847, 794, 898, 804]
subheading: QUESTION OF PURCHASE FURTHER POSTPONED. bbox=[16, 615, 149, 634]
dateline: London, January 22. bbox=[211, 260, 270, 269]
paragraph: Foreigners are greatly alarmed. Americans taking refuge in the legation quarter. bbox=[166, 670, 315, 687]
dateline: Wellington, January 22. bbox=[839, 71, 906, 80]
dateline: Berlin, January 22. bbox=[213, 198, 268, 207]
paragraph: Consolation Handicap, of 500 sovs; one mile and a quarter.—Midnight Sun and Mastersinger 9.0, Commandant 8.9, Miscount, Mendip, Merrivonia, and Aberlochgood 8.7, Formby, Gladiolus and Byron 8.5, Rose Nobbs 8.3, Bright 8.1, Sir Tristram 7.13, Flingo 7.9, Te Paia, Ringarocha, Vi, Medallist and Patriotic 7.7, Golden Loop 7.5, Hall Mill 7.3, Full Rate 6.7, Royal Scotch 7.5, Formby and Dearest 8.3, Bliss 7.8, Ireland 8.1, Heroine and Effort 7.13, Byron 7.11, Polymorphous 7.10, Paavala 7.3, Huron 7.4, Ascalon 7.3, Rangatua and Kohinoor 7.0, Kinkton 6.10, Alton, Sea Eagle and Tree Shot 6.13, Outward and Merrie Peak 6.12, Mon Ami 6.11, Beacon, Deploy, Longstep, Gay Lawless and Purukau 6.7. bbox=[956, 669, 1106, 795]
subheading: THIRD DAY HANDICAPS. bbox=[985, 258, 1077, 268]
subheading: THE INSURANCE ACT. bbox=[200, 889, 281, 899]
paragraph: Second Hack Hurdles.—Silva, Cornelian, Allnar, Attention, Dusty Paul, Bismarck, Highden, Hendon, Captain Paul, Karoma, Silver Clove, Achievd, Aquamare, Brilliancy. bbox=[798, 805, 947, 839]
paragraph: Rumours are current accusing the princes of conniving in the recent attempt on the life of Yuan-Shih-Kai. The Republicans have landed at several points on the Shantung coast. bbox=[166, 686, 315, 720]
dateline: London, January 22. bbox=[211, 111, 270, 120]
paragraph: A conference of the Royal College of Surgeons at Edinburgh formed a medical insurance council to represent the profession in relation to the Insurance Act. bbox=[166, 911, 315, 944]
paragraph: Summer Handicap, of 500 sovs; one mile.—Bobrikoff and Equitas 9.0, Madam Medora 8.13, Sybarite 8.11, Undecided 8.10, Mastersinger and Midnight Sun 8.7, Full Rate 8.5, Commander 8.3, Merrivonia and Formby 8.1, Moneigh and Miscount 8.0, Huron 7.11, Bliss, Ireland, and Gladiolus 7.10, Rose Nobbs and Gipsy Belle 7.8, Sir Trisitram and Polymorphous 7.7, Te Paia and Sea Queen 7.2, Patriotic, Kaware and Khirmin 6.13, Royal Marlow, Splash, Eclogue and Gold Battery 6.11, St. Petersburg 6.10, British Maid, Miscal, Gold Circle, First Battle, Osiris, Lady Velleve, Ovation, John Bunyan, Recipe and Mon Ami 6.7. bbox=[956, 429, 1106, 546]
subheading: TROUBLE ON RAILWAY WORKS. bbox=[497, 458, 616, 468]
subheading: GERMANY FORCES THE PACE. bbox=[184, 249, 297, 259]
paragraph: Dora Williamson, writing to a Melbourne friend in September, mentioned that a criminal suit was pending in connection with the death of her sister Claire, also civil suits for the recovery of monies paid to Mrs Hazzard, and added that most people under Mrs. Hazzard's treatment were English or Australians, including Mr. Wakelin, of New Zealand. Mrs. Hazzard stated she had other patients from Sydney and New Zealand. bbox=[640, 600, 789, 675]
article-heading: STRATFORD WOOL, SKIN, HIDE, AND TALLOW SALE. bbox=[8, 247, 157, 273]
paragraph: Soprano Solo.—W. Stevenson (Invercargill) 1, 2. Other competitors were: W. Francis (Wanganui) 85, C. Moore (Kaiserai) 80, F. Turner (Linwood) 78, R. Willis (Hibernian) 65, and E. Patterson (Mornington) 60. bbox=[640, 876, 789, 918]
dateline: Tokio, January 22. bbox=[214, 841, 267, 850]
article-heading: BEET SUGAR PRODUCTION. bbox=[8, 487, 157, 503]
subheading: DESCRIBED AS DANGEROUS. bbox=[186, 378, 295, 388]
paragraph: On Tuesday, 16th inst., we held our usual four-weekly sale of above produce before a representative attendance of buyers. Owing to the wet weather which has delayed shearing several clips have not come forward. Wool and Sheepskins: Prices were at last sales rates. Hides were part to ½d lower. We quote: Wool, fleece 6d to 7½d, dead 5d to 7d, pieces and locks 3½d to 6d, crutchings 3½d to 5½d. Sheepskins: Full wools 6s 10d to 7s 8d, half wools 4s to 4s 6d, salt full wools 6s 6d, pelts 1s 1d, 3s. Hides: Ox 6½d to 7½d, cows 5½d to 6½d, yearling 5½d to 7d. Calfskins, 6d to 7d. Tallow: Tins £1 1s. bbox=[8, 286, 157, 395]
paragraph: Wireless Welter, seven furlongs.—Kakinoor, 9.9 (V. Cotton), 1; Mereiness, 8.6, 2; Tamils, 7.13, 3. Also ran: Con the Shaughran, Lady Montana, Roono, Melia, Whanga Poet, Overtime, Stevens, and Aberthenght. Won by a head, a length between second and third. Time, 1min 30 2-5sec. bbox=[956, 1059, 1106, 1109]
